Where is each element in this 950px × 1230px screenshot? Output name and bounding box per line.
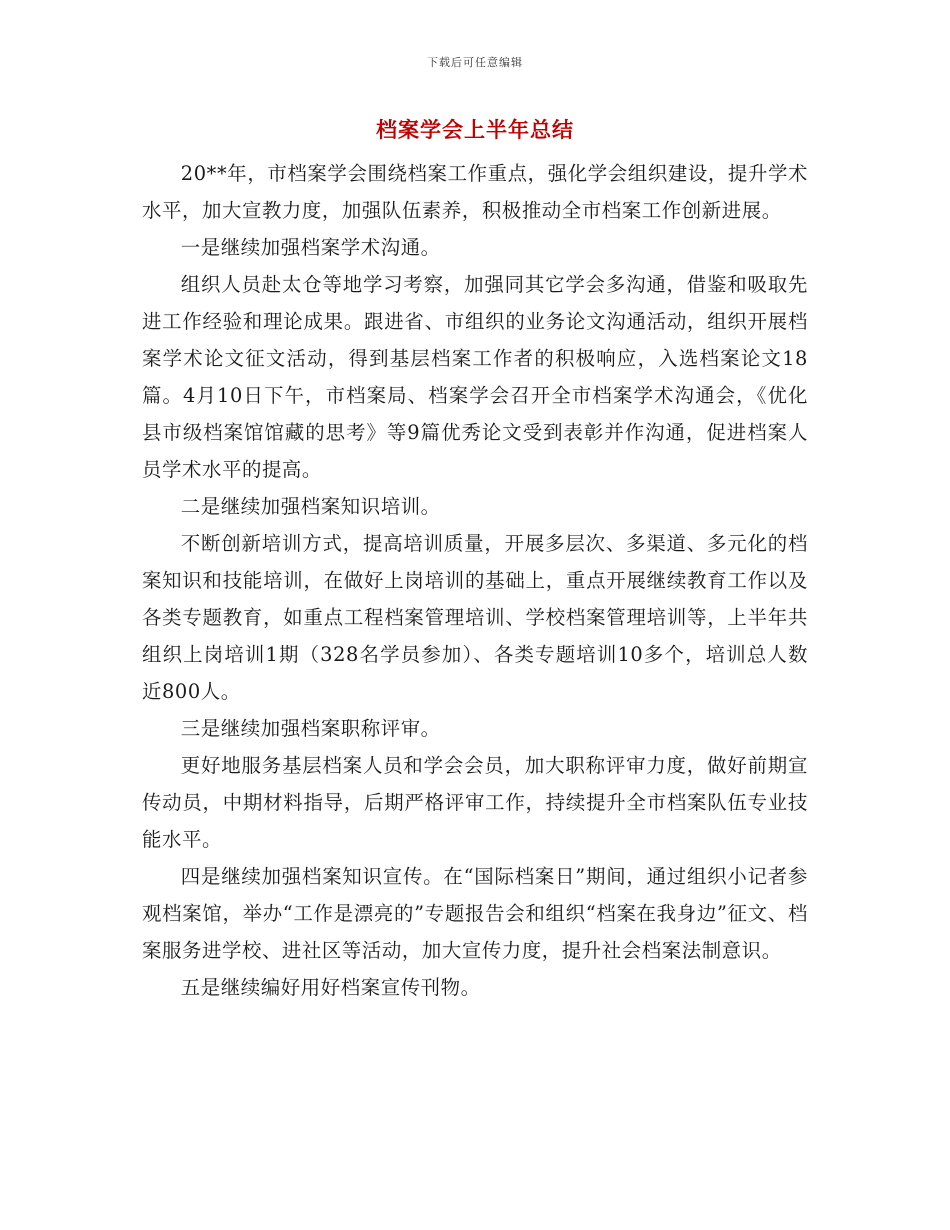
paragraph-section-2: 不断创新培训方式，提高培训质量，开展多层次、多渠道、多元化的档案知识和技能培训，在做好上岗培训的基础上，重点开展继续教育工作以及各类专题教育，如重点工程档案管理培训、学校档案管理培训等，上半年共组织上岗培训1期（328名学员参加）、各类专题培训10多个，培训总人数近800人。 [142, 532, 808, 703]
paragraph-intro: 20**年，市档案学会围绕档案工作重点，强化学会组织建设，提升学术水平，加大宣教力度，加强队伍素养，积极推动全市档案工作创新进展。 [142, 162, 808, 222]
header-note: 下载后可任意编辑 [427, 56, 523, 69]
section-heading-1: 一是继续加强档案学术沟通。 [180, 236, 441, 259]
document-body [142, 155, 808, 1006]
paragraph-section-3: 更好地服务基层档案人员和学会会员，加大职称评审力度，做好前期宣传动员，中期材料指导，后期严格评审工作，持续提升全市档案队伍专业技能水平。 [142, 754, 808, 851]
paragraph-section-1: 组织人员赴太仓等地学习考察，加强同其它学会多沟通，借鉴和吸取先进工作经验和理论成果。跟进省、市组织的业务论文沟通活动，组织开展档案学术论文征文活动，得到基层档案工作者的积极响应，入选档案论文18篇。4月10日下午，市档案局、档案学会召开全市档案学术沟通会，《优化县市级档案馆馆藏的思考》等9篇优秀论文受到表彰并作沟通，促进档案人员学术水平的提高。 [142, 273, 808, 481]
section-heading-5: 五是继续编好用好档案宣传刊物。 [180, 976, 481, 999]
paragraph-section-4: 四是继续加强档案知识宣传。在“国际档案日”期间，通过组织小记者参观档案馆，举办“工作是漂亮的”专题报告会和组织“档案在我身边”征文、档案服务进学校、进社区等活动，加大宣传力度，提升社会档案法制意识。 [142, 865, 808, 962]
document-title: 档案学会上半年总结 [376, 117, 574, 142]
section-heading-2: 二是继续加强档案知识培训。 [180, 495, 441, 518]
section-heading-3: 三是继续加强档案职称评审。 [180, 717, 441, 740]
